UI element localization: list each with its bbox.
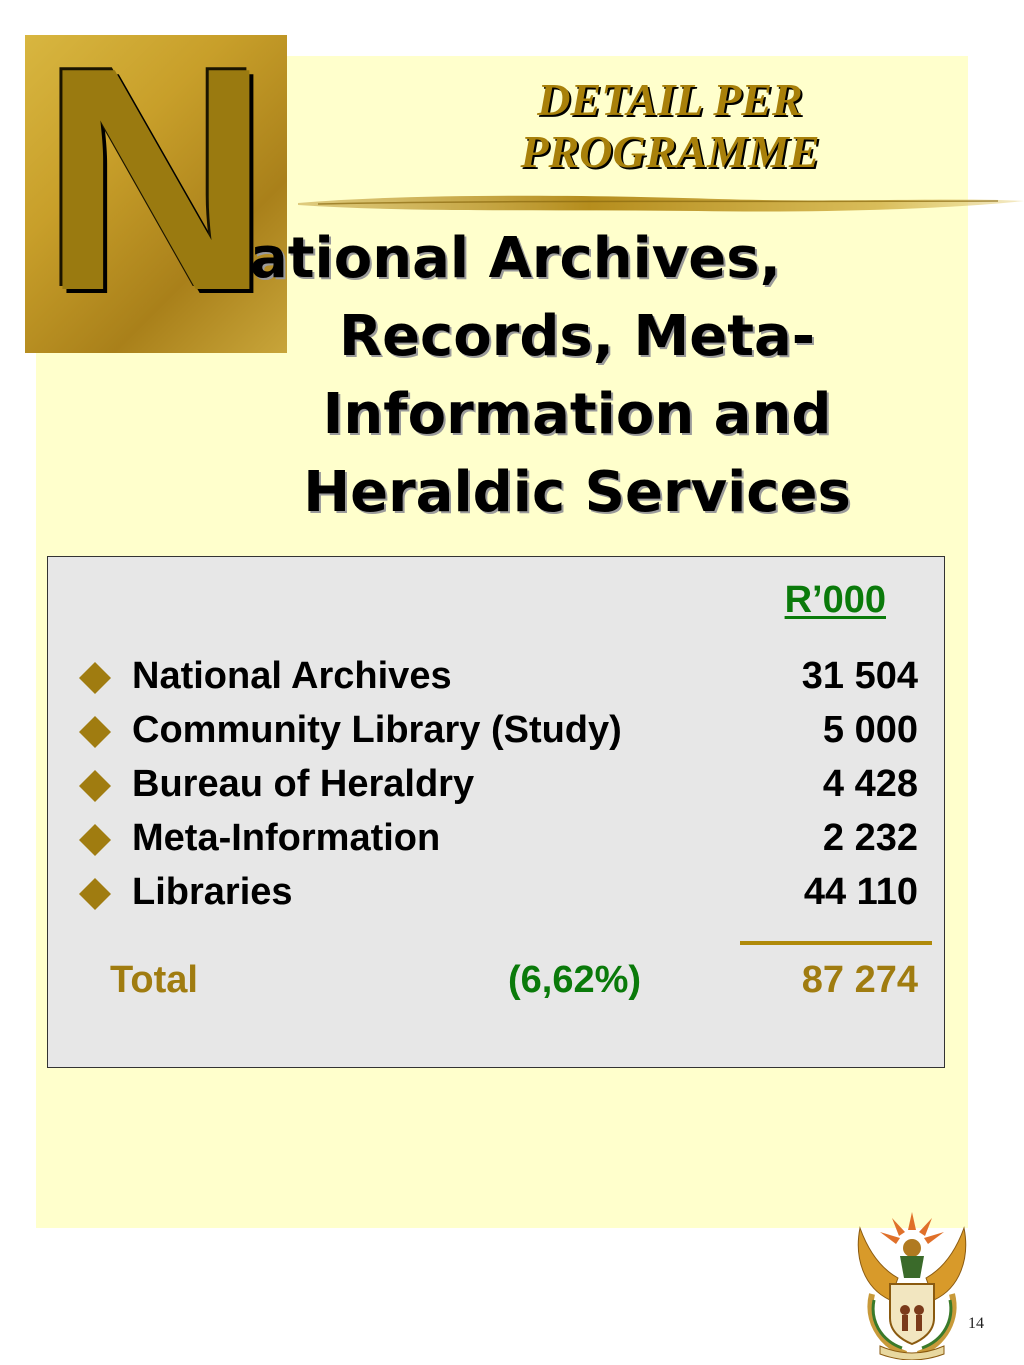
total-rule [740,941,932,945]
budget-row [78,705,918,759]
total-percent: (6,62%) [508,959,642,1001]
drop-cap-letter: N [41,35,271,353]
budget-row [78,813,918,867]
unit-label: R’000 [784,579,886,621]
heading-line-2: PROGRAMME [520,126,820,177]
budget-row [78,867,918,921]
title-line-3: Information and [322,382,832,447]
diamond-bullet-icon [78,769,112,803]
row-value: 2 232 [822,817,918,859]
title-line-4: Heraldic Services [303,460,851,525]
title-line-1: ational Archives, [250,226,781,291]
row-label: Meta-Information [132,817,441,859]
diamond-bullet-icon [78,823,112,857]
gold-swoosh-divider [298,191,1024,217]
section-heading [440,74,900,178]
row-value: 5 000 [822,709,918,751]
row-label: Community Library (Study) [132,709,622,751]
title-line-2: Records, Meta- [338,304,816,369]
budget-table [47,556,945,1068]
row-value: 44 110 [803,871,918,913]
total-value: 87 274 [801,959,918,1001]
row-label: Libraries [132,871,293,913]
diamond-bullet-icon [78,877,112,911]
heading-line-1: DETAIL PER [537,74,803,125]
diamond-bullet-icon [78,715,112,749]
row-value: 31 504 [801,655,918,697]
budget-row [78,651,918,705]
total-row [110,959,918,1013]
diamond-bullet-icon [78,661,112,695]
total-label: Total [110,959,198,1001]
row-label: Bureau of Heraldry [132,763,475,805]
row-label: National Archives [132,655,452,697]
page-number: 14 [968,1315,984,1332]
programme-title [232,220,922,532]
budget-row [78,759,918,813]
coat-of-arms-icon [850,1208,974,1360]
row-value: 4 428 [822,763,918,805]
